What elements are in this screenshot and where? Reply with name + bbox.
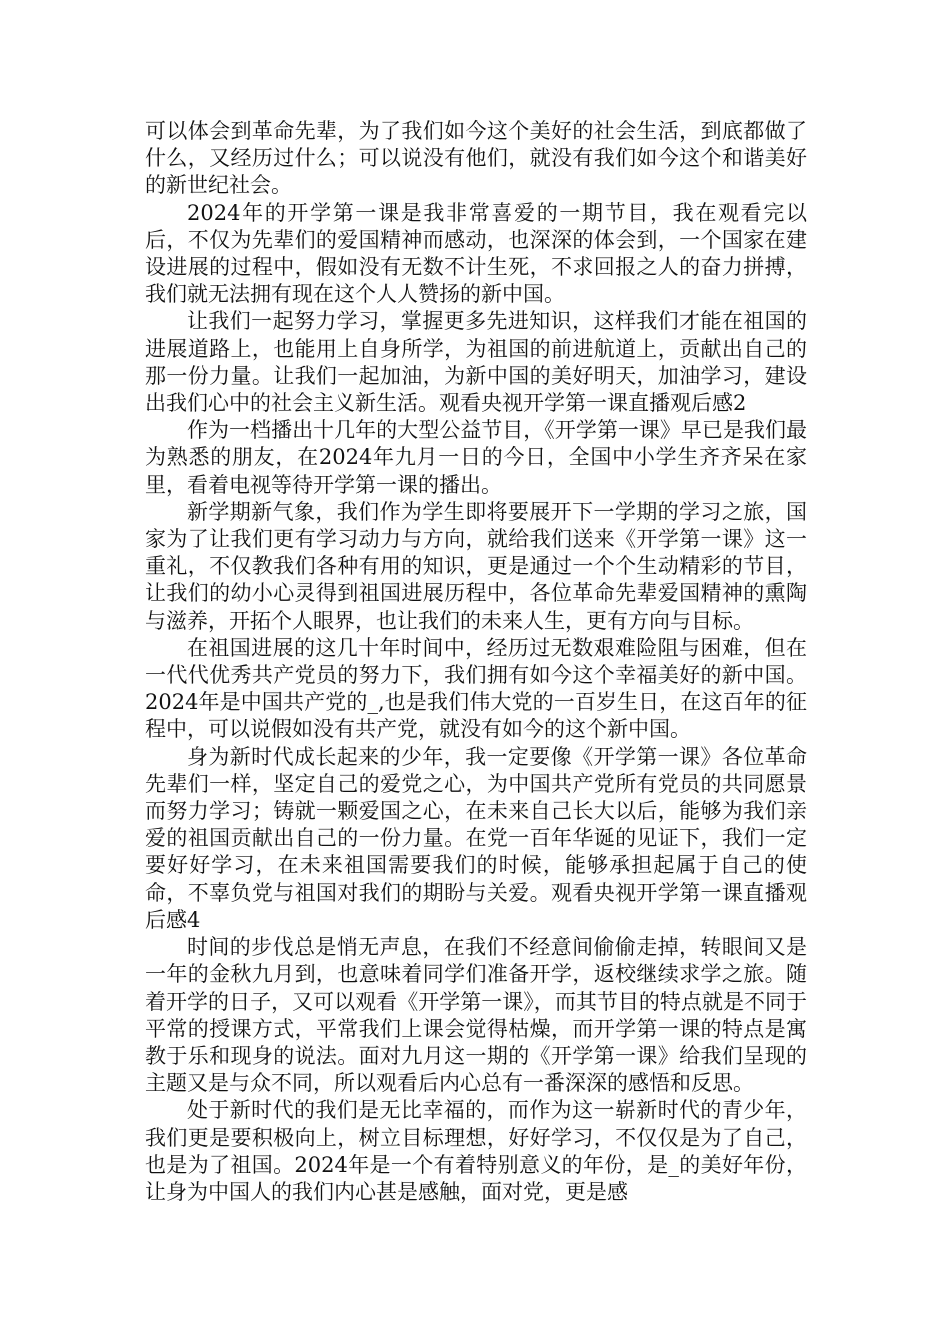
document-page: [145, 118, 807, 1206]
paragraph-8: 时间的步伐总是悄无声息，在我们不经意间偷偷走掉，转眼间又是一年的金秋九月到，也意味着同学们准备开学，返校继续求学之旅。随着开学的日子，又可以观看《开学第一课》，而其节目的特点就是不同于平常的授课方式，平常我们上课会觉得枯燥，而开学第一课的特点是寓教于乐和现身的说法。面对九月这一期的《开学第一课》给我们呈现的主题又是与众不同，所以观看后内心总有一番深深的感悟和反思。: [145, 935, 807, 1096]
paragraph-7: 身为新时代成长起来的少年，我一定要像《开学第一课》各位革命先辈们一样，坚定自己的爱党之心，为中国共产党所有党员的共同愿景而努力学习；铸就一颗爱国之心，在未来自己长大以后，能够为我们亲爱的祖国贡献出自己的一份力量。在党一百年华诞的见证下，我们一定要好好学习，在未来祖国需要我们的时候，能够承担起属于自己的使命，不辜负党与祖国对我们的期盼与关爱。观看央视开学第一课直播观后感4: [145, 744, 807, 932]
paragraph-6: 在祖国进展的这几十年时间中，经历过无数艰难险阻与困难，但在一代代优秀共产党员的努力下，我们拥有如今这个幸福美好的新中国。2024年是中国共产党的_,也是我们伟大党的一百岁生日，在这百年的征程中，可以说假如没有共产党，就没有如今的这个新中国。: [145, 635, 807, 742]
paragraph-9: 处于新时代的我们是无比幸福的，而作为这一崭新时代的青少年，我们更是要积极向上，树立目标理想，好好学习，不仅仅是为了自己，也是为了祖国。2024年是一个有着特别意义的年份，是_的美好年份，让身为中国人的我们内心甚是感触，面对党，更是感: [145, 1098, 807, 1204]
paragraph-3: 让我们一起努力学习，掌握更多先进知识，这样我们才能在祖国的进展道路上，也能用上自身所学，为祖国的前进航道上，贡献出自己的那一份力量。让我们一起加油，为新中国的美好明天，加油学习，建设出我们心中的社会主义新生活。观看央视开学第一课直播观后感2: [145, 309, 807, 416]
paragraph-2: 2024年的开学第一课是我非常喜爱的一期节目，我在观看完以后，不仅为先辈们的爱国精神而感动，也深深的体会到，一个国家在建设进展的过程中，假如没有无数不计生死，不求回报之人的奋力拼搏，我们就无法拥有现在这个人人赞扬的新中国。: [145, 200, 807, 307]
paragraph-1: 可以体会到革命先辈，为了我们如今这个美好的社会生活，到底都做了什么，又经历过什么；可以说没有他们，就没有我们如今这个和谐美好的新世纪社会。: [145, 119, 807, 198]
paragraph-5: 新学期新气象，我们作为学生即将要展开下一学期的学习之旅，国家为了让我们更有学习动力与方向，就给我们送来《开学第一课》这一重礼，不仅教我们各种有用的知识，更是通过一个个生动精彩的节目，让我们的幼小心灵得到祖国进展历程中，各位革命先辈爱国精神的熏陶与滋养，开拓个人眼界，也让我们的未来人生，更有方向与目标。: [145, 499, 807, 633]
paragraph-4: 作为一档播出十几年的大型公益节目，《开学第一课》早已是我们最为熟悉的朋友，在2024年九月一日的今日，全国中小学生齐齐呆在家里，看着电视等待开学第一课的播出。: [145, 418, 807, 497]
